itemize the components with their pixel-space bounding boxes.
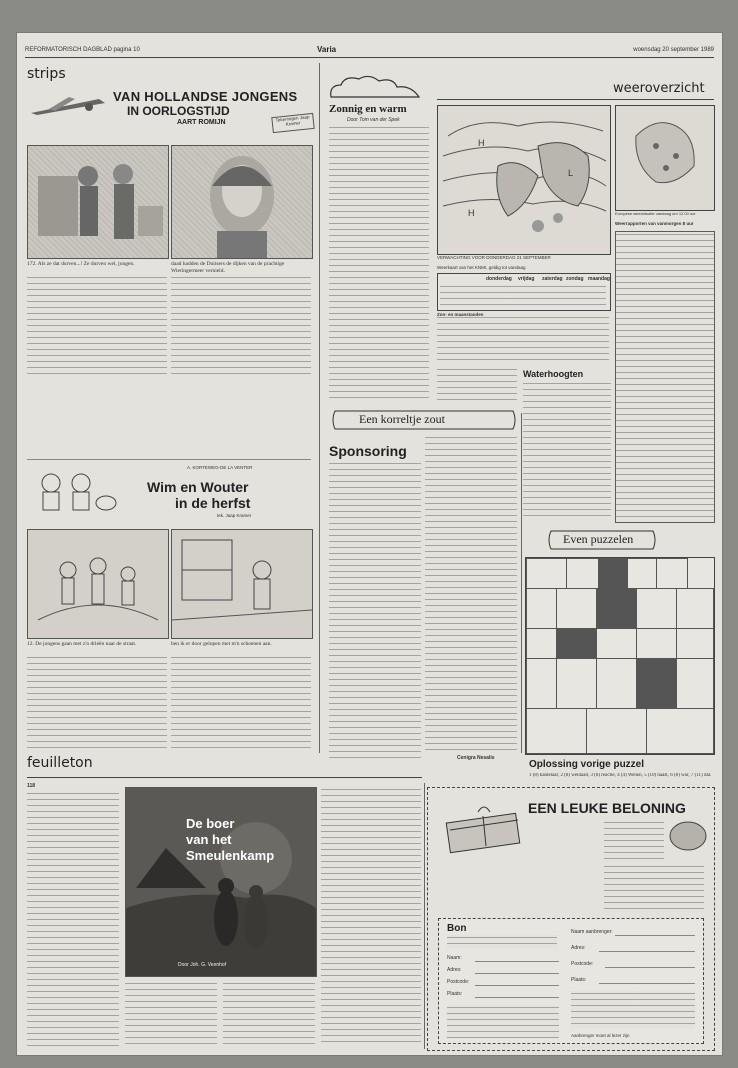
beloning-banner: EEN LEUKE BELONING (528, 800, 686, 816)
feuilleton-col-3 (223, 981, 315, 1047)
coupon-field-city: Plaats: (447, 991, 463, 997)
svg-text:H: H (478, 138, 485, 148)
waterhoogten-title: Waterhoogten (523, 369, 584, 379)
sun-moon-label: Zon- en maanstanden (437, 312, 484, 317)
weather-article-byline: Door Tom van der Spek (347, 117, 400, 123)
weather-rule (437, 99, 714, 100)
world-table-title: Weerrapporten van vanmorgen 8 uur (615, 221, 694, 226)
korreltje-banner: Een korreltje zout (329, 409, 519, 431)
comic2-text-a (27, 655, 167, 753)
sun-moon-text (437, 315, 609, 361)
weather-article-title: Zonnig en warm (329, 103, 407, 115)
beloning-box (427, 787, 715, 1051)
comic2-byline: A. KORTEWEG-DE LA VENTER (187, 465, 253, 470)
comic2-title-1: Wim en Wouter (147, 479, 249, 495)
comic2-text-b (171, 655, 311, 753)
forecast-day-5: maandag (588, 276, 610, 282)
forecast-day-1: donderdag (486, 276, 512, 282)
comic2-credit: tek. Jaap Kramer (217, 513, 252, 518)
feuilleton-illustration: De boer van het Smeulenkamp Door Joh. G. Veenhof (125, 787, 317, 977)
forecast-table (437, 273, 611, 311)
coupon-right-name: Naam aanbrenger: (571, 929, 613, 935)
comic1-text-a (27, 275, 167, 379)
coupon-footer: Aanbrenger moet al lezer zijn (571, 1033, 630, 1038)
weather-map (437, 105, 611, 255)
coupon-right-city: Plaats: (571, 977, 587, 983)
feuilleton-col-1 (27, 791, 119, 1047)
weather-section-label: weeroverzicht (613, 81, 705, 96)
feuilleton-col-4 (321, 787, 421, 1047)
coupon-field-address: Adres: (447, 967, 462, 973)
header-left: REFORMATORISCH DAGBLAD pagina 10 (25, 47, 140, 53)
coupon-field-name: Naam: (447, 955, 462, 961)
comic1-text-b (171, 275, 311, 379)
comic1-title-2: IN OORLOGSTIJD (127, 104, 230, 118)
comic2-caption-a: 12. De jongens gaan met z'n drieën naar de straat. (27, 641, 137, 647)
sponsoring-col-1 (329, 461, 421, 759)
sponsoring-signature: Cenigra Nesalis (457, 755, 495, 761)
comic1-author: AART ROMIJN (177, 119, 226, 126)
weather-map-legend: VERWACHTING VOOR DONDERDAG 21 SEPTEMBER (437, 255, 551, 260)
feuilleton-col-2 (125, 981, 217, 1047)
svg-text:L: L (568, 168, 574, 178)
svg-text:H: H (468, 208, 475, 218)
column-divider-2 (521, 413, 522, 753)
puzzle-solution-text: 1 (8) kantelaar, 2 (8) weldaad, 3 (8) reactie, 4 (4) Wenen, 5 (10) naast, 6 (8) war, 7 (11) dal. (529, 773, 712, 778)
forecast-day-4: zondag (566, 276, 584, 282)
forecast-day-3: zaterdag (542, 276, 563, 282)
bread-illustration (668, 818, 708, 852)
waterhoogten-text (523, 381, 611, 521)
gift-options (604, 864, 704, 914)
comic1-panel-1 (27, 145, 169, 259)
europe-map-caption: Europese weersituatie vandaag om 12.00 uur (615, 211, 696, 216)
sponsoring-col-2 (425, 435, 517, 753)
feuilleton-label: feuilleton (27, 755, 93, 771)
feuilleton-rule (27, 777, 422, 778)
puzzle-grid[interactable] (525, 557, 715, 755)
puzzle-solution-title: Oplossing vorige puzzel (529, 759, 645, 770)
newspaper-page (17, 33, 722, 1055)
header-right: woensdag 20 september 1989 (633, 47, 714, 53)
comic1-caption-b: daad hadden de Duitsers de dijken van de prachtige Wieringermeer vernield. (171, 261, 285, 274)
comic2-caption-b: ben ik er door gelopen met m'n schoenen aan. (171, 641, 272, 647)
column-divider-1 (319, 63, 320, 753)
header-center: Varia (317, 45, 337, 54)
weather-map-caption: Weerkaart van het KNMI, geldig tot vandaag (437, 265, 526, 270)
column-divider-3 (424, 783, 425, 1049)
weather-article-cont (437, 367, 517, 405)
comic2-panel-2 (171, 529, 313, 639)
header-rule (25, 57, 714, 58)
world-weather-table (615, 231, 715, 523)
gift-illustration (438, 798, 538, 860)
strips-label: strips (27, 66, 66, 82)
weather-article-text (329, 125, 429, 403)
coupon[interactable] (438, 918, 704, 1044)
comic1-panel-2 (171, 145, 313, 259)
comic2-title-2: in de herfst (175, 495, 251, 511)
comic1-caption-a: 172. Als ze dat durven...! Ze durven wel, jongen. (27, 261, 135, 267)
comic2-illustration (31, 469, 121, 513)
cloud-icon (327, 73, 423, 99)
europe-map (615, 105, 715, 211)
coupon-right-postcode: Postcode: (571, 961, 594, 967)
strips-divider (27, 459, 311, 460)
coupon-field-postcode: Postcode: (447, 979, 470, 985)
comic2-panel-1 (27, 529, 169, 639)
coupon-title: Bon (447, 923, 467, 934)
comic1-badge: Tekeningen Jaap Kramer (271, 113, 314, 133)
puzzle-banner: Even puzzelen (547, 529, 657, 551)
sponsoring-title: Sponsoring (329, 443, 407, 459)
feuilleton-chapter: 118 (27, 783, 36, 789)
comic1-title-1: VAN HOLLANDSE JONGENS (113, 89, 298, 104)
coupon-right-address: Adres: (571, 945, 586, 951)
forecast-day-2: vrijdag (518, 276, 535, 282)
comic1-illustration (29, 93, 109, 117)
